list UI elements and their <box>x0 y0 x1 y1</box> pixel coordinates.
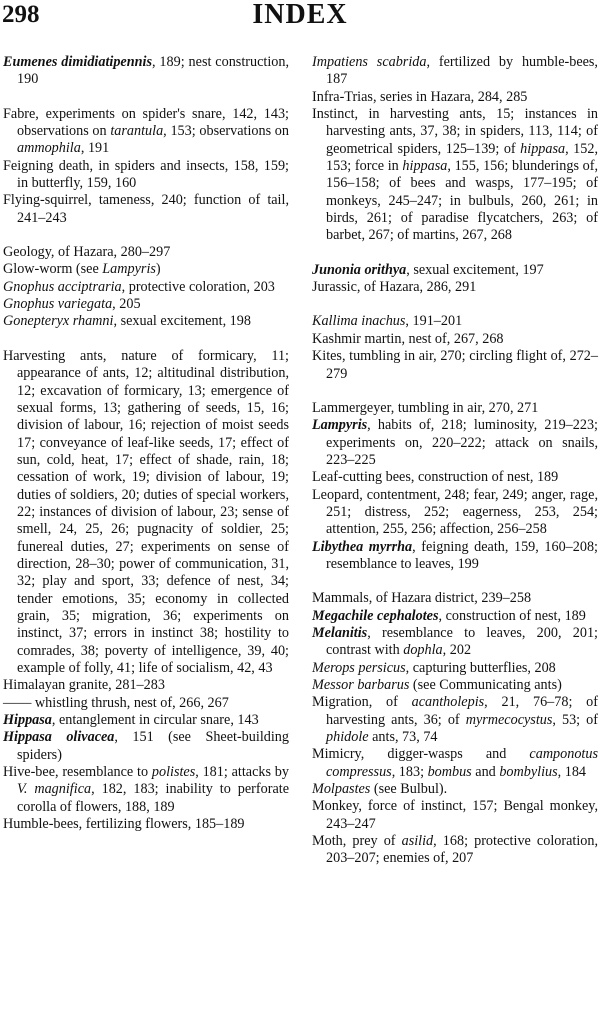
index-entry <box>3 712 289 729</box>
index-text: Glow-worm (see <box>3 261 103 278</box>
index-text: —— whistling thrush, nest of, 266, 267 <box>3 694 229 711</box>
index-text: Flying-squirrel, tameness, 240; function of tail, 241–243 <box>3 192 289 226</box>
index-text: , 205 <box>112 296 141 313</box>
index-entry <box>312 400 598 417</box>
index-text: Hive-bee, resemblance to <box>3 764 152 781</box>
index-entry <box>312 89 598 106</box>
index-entry <box>312 677 598 694</box>
index-term: tarantula <box>110 123 164 140</box>
index-term: V. magnifica <box>17 781 92 798</box>
index-term: phidole <box>326 729 369 746</box>
index-entry <box>312 608 598 625</box>
index-text: , resemblance to leaves, 200, 201; contrast with <box>326 624 598 659</box>
index-term: hippasa <box>520 140 566 157</box>
index-entry <box>312 660 598 677</box>
index-entry <box>312 417 598 469</box>
index-text: Geology, of Hazara, 280–297 <box>3 244 171 261</box>
index-text: and <box>471 763 500 780</box>
index-entry <box>312 781 598 798</box>
index-term: Libythea myrrha <box>312 538 413 555</box>
index-text: , sexual excitement, 197 <box>406 261 544 278</box>
index-text: (see Communicating ants) <box>409 677 562 693</box>
index-term: Molpastes <box>312 781 371 798</box>
page-number: 298 <box>2 1 40 28</box>
index-text: Harvesting ants, nature of formicary, 11; appearance of ants, 12; altitudinal distribution, 12; excavation of formicary, 13; emergence of sexual forms, 13; gathering of seeds, 15, 16; division of labour, 16; rejection of moist seeds 17; conveyance of leaf-like seeds, 17; effect of sun, cold, heat, 17; effect of shade, rain, 18; cessation of work, 19; division of labour, 19; duties of soldiers, 20; duties of special workers, 22; instances of division of labour, 23; sense of smell, 24, 25, 26; pugnacity of soldier, 25; funereal duties, 27; experiments on sense of direction, 28–30; power of communication, 31, 32; play and sport, 33; defence of nest, 34; tender emotions, 35; economy in collected grain, 35; migration, 36; experiments on instinct, 37; errors in instinct 38; hostility to comrades, 38; poverty of intelligence, 39, 40; example of folly, 41; life of socialism, 42, 43 <box>3 347 289 676</box>
index-term: Merops persicus <box>312 659 406 676</box>
index-term: myrmecocystus <box>465 711 553 728</box>
index-text: Leopard, contentment, 248; fear, 249; anger, rage, 251; distress, 252; eagerness, 253, 254; attention, 255, 256; affection, 256–258 <box>312 486 598 538</box>
index-term: Gonepteryx rhamni <box>3 313 114 330</box>
index-text: , 183; <box>391 763 428 780</box>
index-term: Gnophus acciptraria <box>3 278 122 295</box>
index-entry <box>312 746 598 781</box>
index-text: , 21, 76–78; of harvesting ants, 36; of <box>326 694 598 728</box>
index-entry <box>3 313 289 330</box>
index-term: bombylius <box>499 763 558 780</box>
index-text: Humble-bees, fertilizing flowers, 185–189 <box>3 816 245 833</box>
index-term: hippasa <box>402 158 448 175</box>
index-term: Lampyris <box>312 417 368 434</box>
index-entry <box>312 54 598 89</box>
index-entry <box>3 192 289 227</box>
index-text: Himalayan granite, 281–283 <box>3 677 165 694</box>
index-entry <box>312 262 598 279</box>
index-text: Feigning death, in spiders and insects, 158, 159; in butterfly, 159, 160 <box>3 157 289 192</box>
index-term: polistes <box>151 764 196 781</box>
index-text: , 155, 156; blunderings of, 156–158; of bees and wasps, 177–195; of monkeys, 245–247; in bulbuls, 260, 261; in birds, 261; of paradise flycatchers, 263; of barbet, 267; of martins, 267, 268 <box>326 158 598 244</box>
index-text: , 53; of <box>552 711 598 728</box>
index-text: , 153; observations on <box>163 123 289 140</box>
index-text: , 184 <box>557 763 587 780</box>
index-text: , 202 <box>442 642 472 659</box>
index-term: Impatiens scabrida <box>312 54 427 70</box>
index-text: ) <box>155 261 161 278</box>
index-text: Mammals, of Hazara district, 239–258 <box>312 590 532 607</box>
index-text: Migration, of <box>312 694 412 711</box>
index-text: Lammergeyer, tumbling in air, 270, 271 <box>312 399 539 416</box>
index-entry <box>3 816 289 833</box>
index-text: Leaf-cutting bees, construction of nest, 189 <box>312 469 559 486</box>
index-text: Jurassic, of Hazara, 286, 291 <box>312 279 477 296</box>
index-text: Kites, tumbling in air, 270; circling flight of, 272–279 <box>312 348 598 382</box>
index-text: , construction of nest, 189 <box>438 607 586 624</box>
index-text: , 189; nest construction, 190 <box>17 54 289 88</box>
index-text: (see Bulbul). <box>370 781 448 798</box>
index-entry <box>3 729 289 764</box>
index-entry <box>3 677 289 694</box>
index-term: bombus <box>427 763 472 780</box>
index-text: , capturing butterflies, 208 <box>405 659 556 676</box>
index-text: , sexual excitement, 198 <box>113 313 251 330</box>
index-entry <box>312 798 598 833</box>
index-text: Fabre, experiments on spider's snare, 142, 143; observations on <box>3 105 289 140</box>
index-entry <box>312 279 598 296</box>
index-entry <box>3 158 289 193</box>
index-text: , 191–201 <box>405 313 463 330</box>
index-entry <box>312 313 598 330</box>
index-column-right <box>312 54 598 868</box>
index-text: , 152, 153; force in <box>326 140 598 175</box>
index-entry <box>3 279 289 296</box>
index-text: Infra-Trias, series in Hazara, 284, 285 <box>312 88 528 105</box>
index-text: , 182, 183; inability to perforate corolla of flowers, 188, 189 <box>17 781 289 815</box>
index-text: Mimicry, digger-wasps and <box>312 746 530 763</box>
index-entry <box>3 764 289 816</box>
index-text: , entanglement in circular snare, 143 <box>51 712 259 729</box>
index-entry <box>3 695 289 712</box>
index-entry <box>312 833 598 868</box>
index-entry <box>3 348 289 678</box>
index-term: acantholepis <box>411 694 485 711</box>
index-entry <box>3 261 289 278</box>
index-text: , 191 <box>80 140 110 157</box>
index-term: Megachile cephalotes <box>312 607 439 624</box>
index-text: , 168; protective coloration, 203–207; enemies of, 207 <box>326 833 598 867</box>
index-text: , habits of, 218; luminosity, 219–223; experiments on, 220–222; attack on snails, 223–225 <box>326 417 598 468</box>
index-entry <box>312 694 598 746</box>
index-term: ammophila <box>17 140 81 157</box>
index-term: Hippasa olivacea <box>3 729 115 746</box>
index-term: Lampyris <box>102 261 156 278</box>
index-text: , fertilized by humble-bees, 187 <box>326 54 598 88</box>
index-term: Gnophus variegata <box>3 296 113 313</box>
index-text: , 151 (see Sheet-building spiders) <box>17 729 289 763</box>
index-entry <box>312 539 598 574</box>
index-text: Instinct, in harvesting ants, 15; instances in harvesting ants, 37, 38; in spiders, 113, 114; of geometrical spiders, 125–139; of <box>312 106 598 157</box>
page-title: INDEX <box>252 0 348 30</box>
index-text: Kashmir martin, nest of, 267, 268 <box>312 330 504 347</box>
index-term: dophla <box>403 642 443 659</box>
index-text: , feigning death, 159, 160–208; resemblance to leaves, 199 <box>326 538 598 572</box>
index-term: Junonia orithya <box>312 261 407 278</box>
index-text: Monkey, force of instinct, 157; Bengal monkey, 243–247 <box>312 798 598 832</box>
index-entry <box>3 244 289 261</box>
index-term: Melanitis <box>312 624 368 641</box>
index-entry <box>312 348 598 383</box>
index-term: Kallima inachus <box>312 313 406 330</box>
index-term: Messor barbarus <box>312 677 410 693</box>
index-entry <box>312 106 598 245</box>
index-text: , 181; attacks by <box>195 764 289 781</box>
index-entry <box>312 487 598 539</box>
index-text: Moth, prey of <box>312 833 402 850</box>
page-header <box>0 0 600 36</box>
index-entry <box>312 331 598 348</box>
index-entry <box>312 469 598 486</box>
index-entry <box>312 625 598 660</box>
index-term: camponotus compressus <box>326 746 598 780</box>
index-entry <box>3 296 289 313</box>
index-text: ants, 73, 74 <box>368 729 438 746</box>
index-entry <box>3 106 289 158</box>
index-term: Hippasa <box>3 712 52 729</box>
index-entry <box>312 590 598 607</box>
index-entry <box>3 54 289 89</box>
index-term: Eumenes dimidiatipennis <box>3 54 152 70</box>
index-column-left <box>3 54 289 833</box>
index-term: asilid <box>401 833 434 850</box>
index-text: , protective coloration, 203 <box>121 278 275 295</box>
